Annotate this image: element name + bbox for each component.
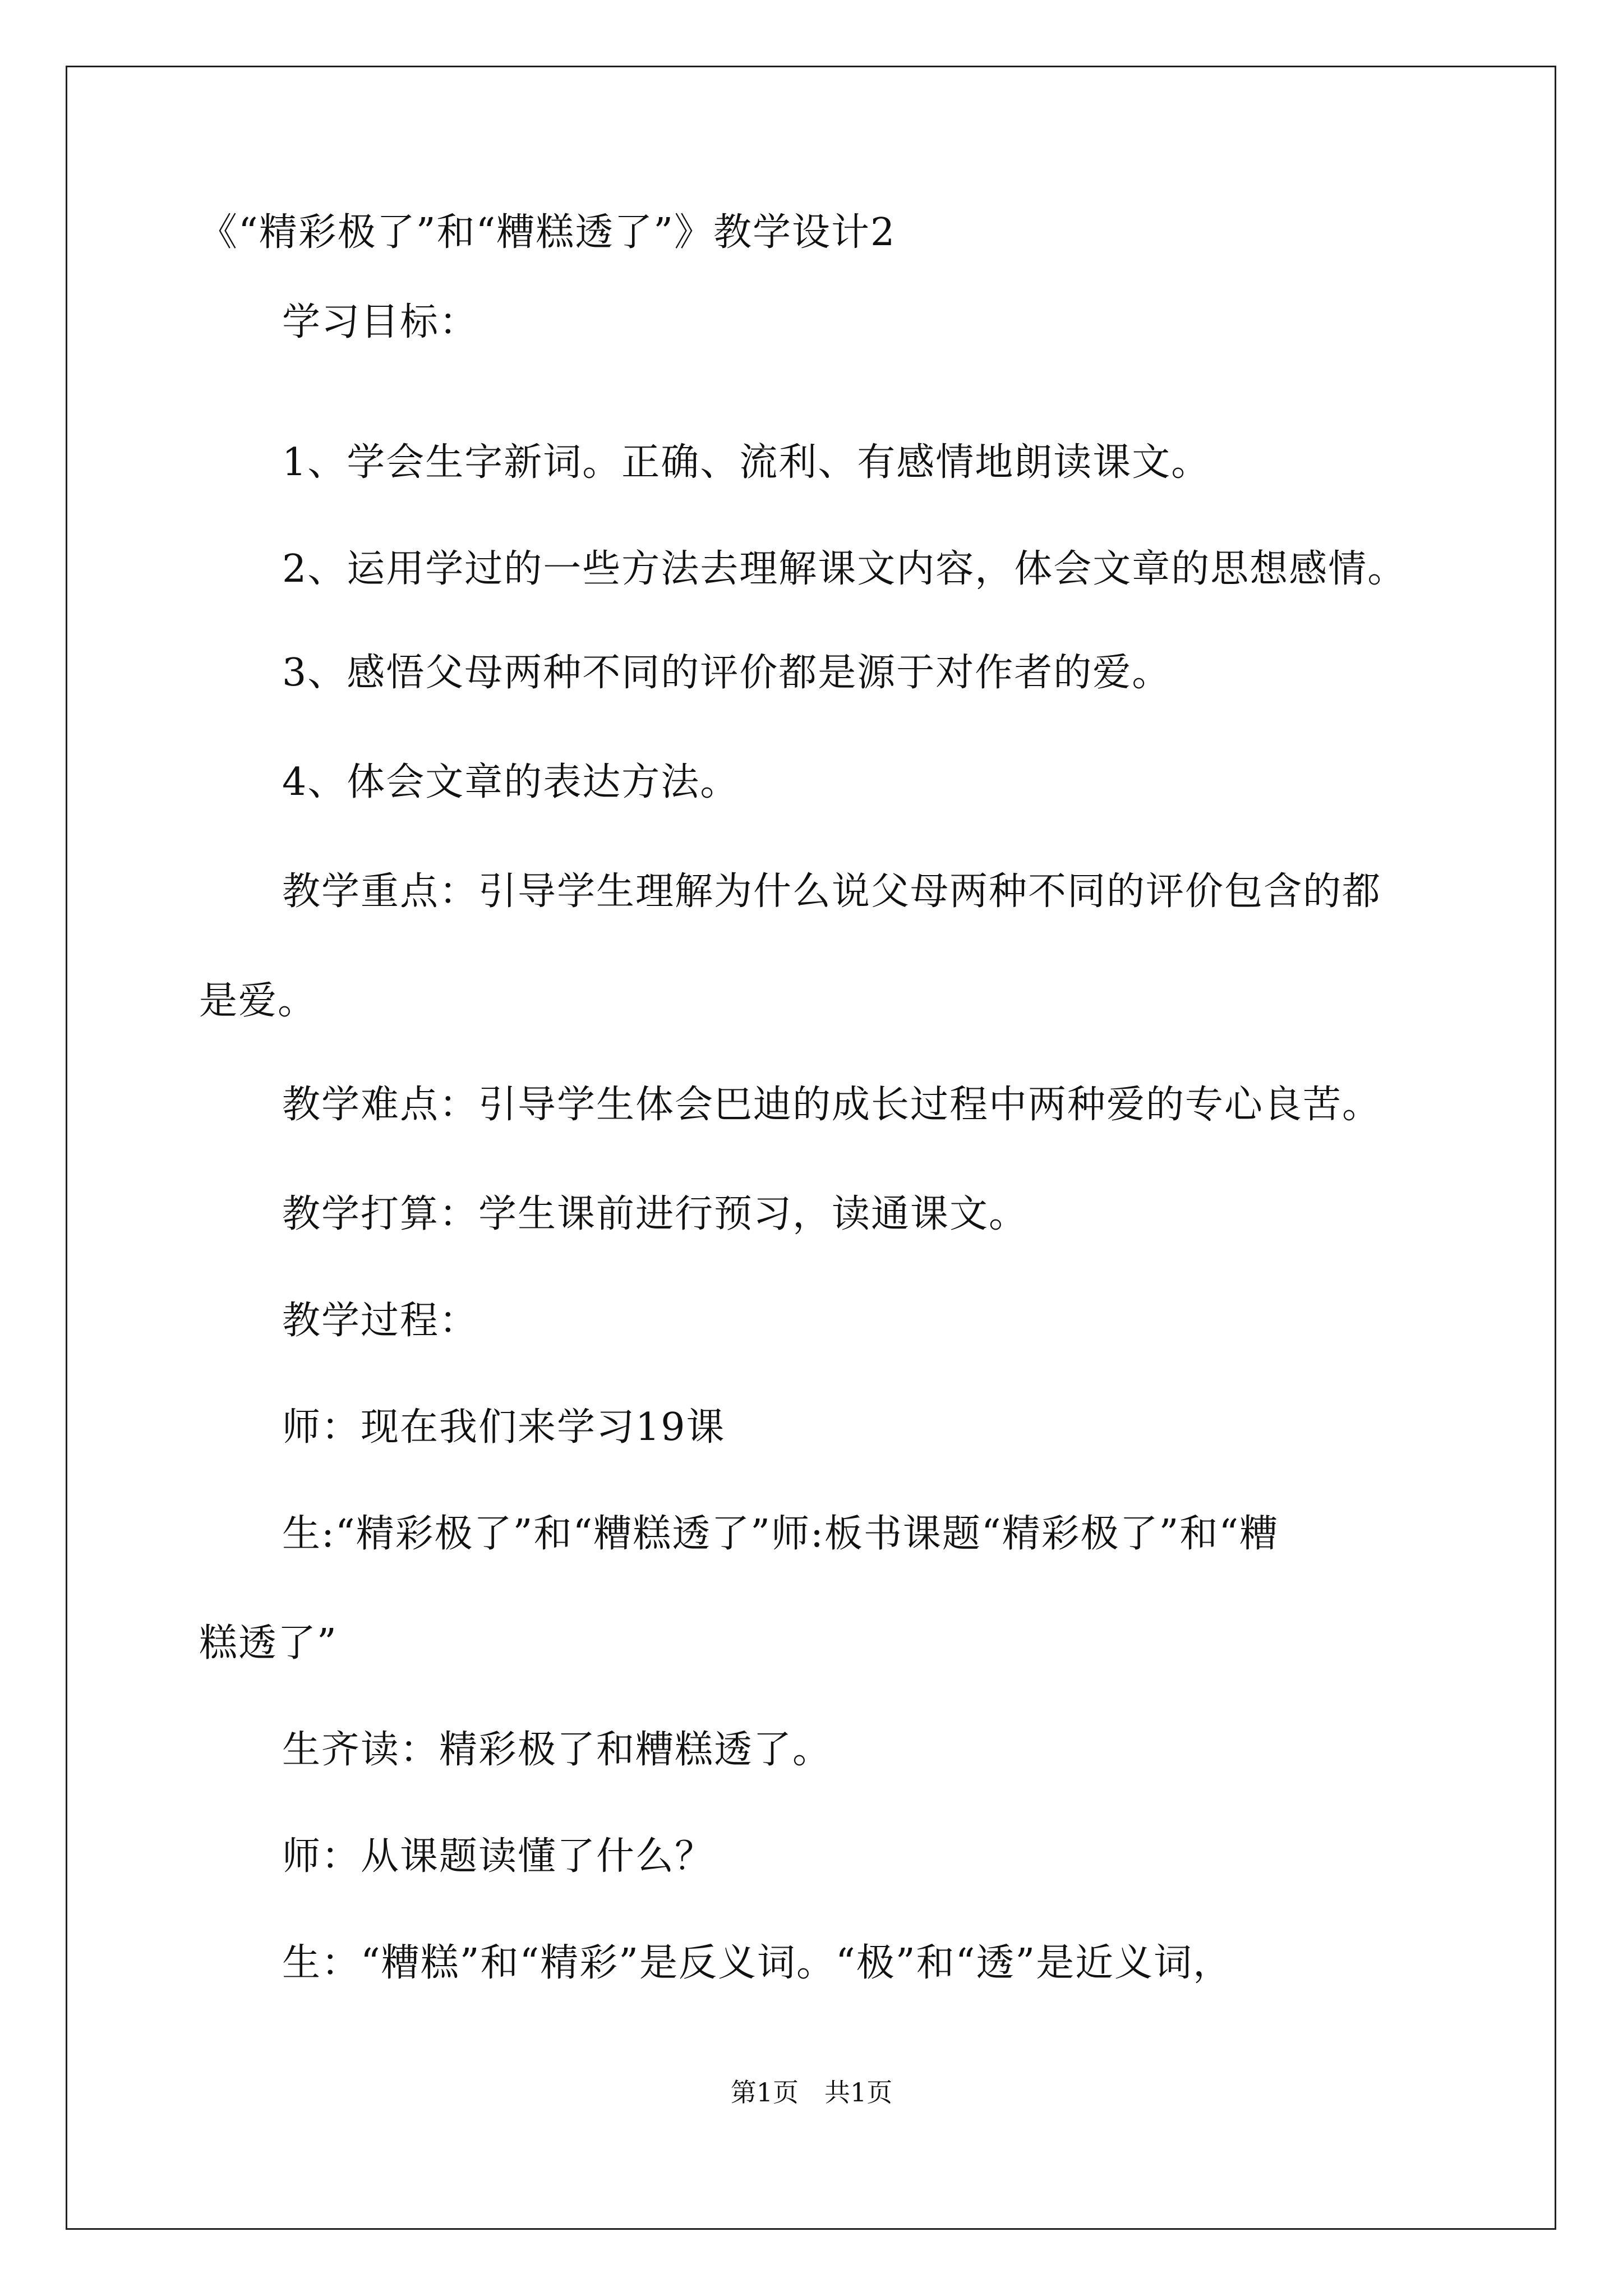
- paragraph-line: 2、运用学过的一些方法去理解课文内容，体会文章的思想感情。: [282, 547, 1407, 591]
- paragraph-line: 糕透了”: [199, 1621, 338, 1665]
- paragraph-line: 学习目标：: [282, 300, 479, 344]
- paragraph-line: 3、感悟父母两种不同的评价都是源于对作者的爱。: [282, 651, 1172, 695]
- paragraph-line: 1、学会生字新词。正确、流利、有感情地朗读课文。: [282, 440, 1211, 485]
- paragraph-line: 生：“糟糕”和“精彩”是反义词。“极”和“透”是近义词，: [282, 1941, 1233, 1985]
- page-border: [66, 66, 1556, 2230]
- paragraph-line: 生:“精彩极了”和“糟糕透了”师:板书课题“精彩极了”和“糟: [282, 1512, 1279, 1556]
- paragraph-line: 师：从课题读懂了什么？: [282, 1834, 714, 1879]
- paragraph-line: 师：现在我们来学习19课: [282, 1405, 726, 1450]
- paragraph-line: 教学过程：: [282, 1299, 479, 1343]
- paragraph-line: 教学重点：引导学生理解为什么说父母两种不同的评价包含的都: [282, 869, 1382, 914]
- paragraph-line: 是爱。: [199, 979, 317, 1023]
- document-title: 《“精彩极了”和“糟糕透了”》教学设计2: [199, 210, 896, 255]
- paragraph-line: 4、体会文章的表达方法。: [282, 760, 740, 804]
- paragraph-line: 生齐读：精彩极了和糟糕透了。: [282, 1728, 832, 1772]
- paragraph-line: 教学打算：学生课前进行预习，读通课文。: [282, 1192, 1029, 1236]
- paragraph-line: 教学难点：引导学生体会巴迪的成长过程中两种爱的专心良苦。: [282, 1083, 1382, 1127]
- page-number-footer: 第1页 共1页: [730, 2077, 893, 2108]
